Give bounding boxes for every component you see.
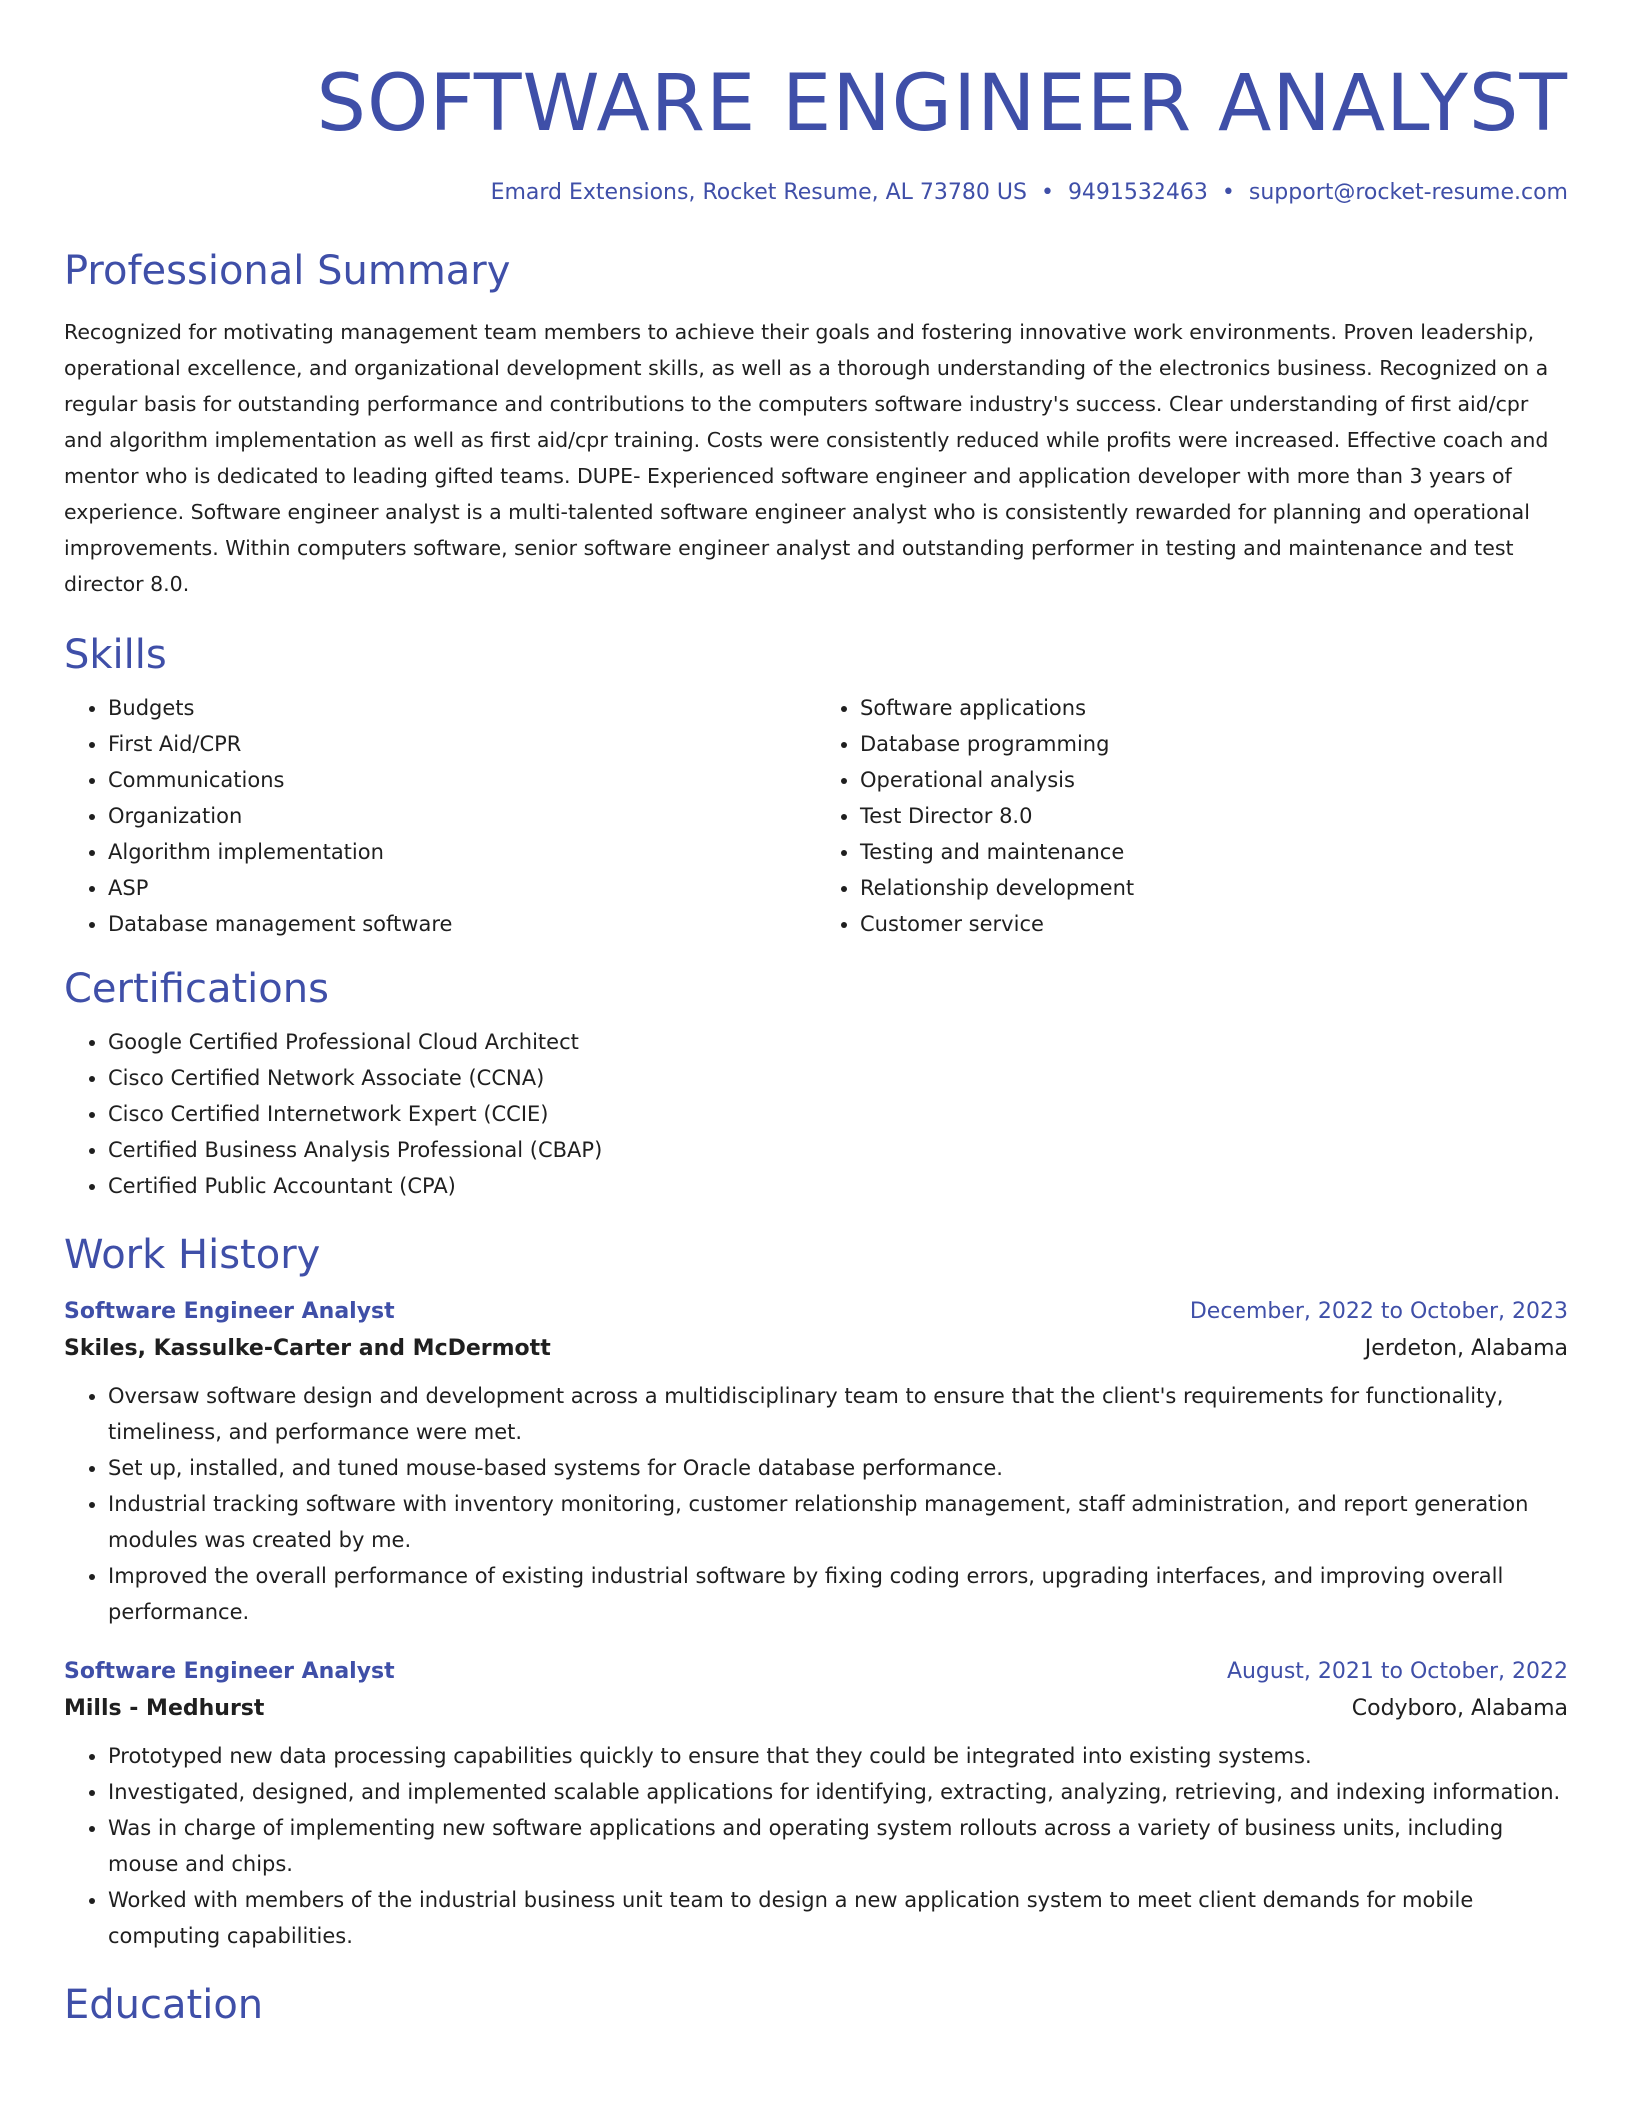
job-bullet: • Was in charge of implementing new software applications and operating system rollouts across a variety of business units, including mouse and chips. xyxy=(108,1810,1568,1882)
certification-item: • Google Certified Professional Cloud Architect xyxy=(108,1024,1568,1060)
job-bullet: • Oversaw software design and development across a multidisciplinary team to ensure that the client's requirements for functionality, timeliness, and performance were met. xyxy=(108,1378,1568,1450)
skill-item: • Customer service xyxy=(860,906,1568,942)
contact-separator: • xyxy=(1040,180,1054,205)
job-company: Mills - Medhurst xyxy=(64,1696,265,1721)
contact-line xyxy=(64,178,1568,208)
contact-email[interactable]: support@rocket-resume.com xyxy=(1248,180,1568,205)
job-title: Software Engineer Analyst xyxy=(64,1299,395,1324)
skill-item: • Operational analysis xyxy=(860,762,1568,798)
skill-item: • Testing and maintenance xyxy=(860,834,1568,870)
certification-item: • Cisco Certified Network Associate (CCNA) xyxy=(108,1060,1568,1096)
skill-item: • Software applications xyxy=(860,690,1568,726)
contact-phone: 9491532463 xyxy=(1067,180,1208,205)
job-company-row xyxy=(64,1690,1568,1728)
job-bullet: • Industrial tracking software with inventory monitoring, customer relationship management, staff administration, and report generation modules was created by me. xyxy=(108,1486,1568,1558)
job-bullet: • Worked with members of the industrial business unit team to design a new application system to meet client demands for mobile computing capabilities. xyxy=(108,1882,1568,1954)
job-dates: December, 2022 to October, 2023 xyxy=(1189,1299,1568,1324)
job-bullet: • Set up, installed, and tuned mouse-based systems for Oracle database performance. xyxy=(108,1450,1568,1486)
job-header-row xyxy=(64,1294,1568,1330)
skills-list-right xyxy=(816,690,1568,942)
skill-item: • First Aid/CPR xyxy=(108,726,816,762)
skill-item: • Database programming xyxy=(860,726,1568,762)
job-header-row xyxy=(64,1654,1568,1690)
job-entry xyxy=(64,1654,1568,1954)
skill-item: • Test Director 8.0 xyxy=(860,798,1568,834)
work-history-heading: Work History xyxy=(64,1232,321,1278)
contact-separator: • xyxy=(1221,180,1235,205)
skill-item: • Algorithm implementation xyxy=(108,834,816,870)
job-bullets xyxy=(64,1738,1568,1954)
education-heading: Education xyxy=(64,1982,264,2028)
certification-item: • Certified Business Analysis Professional (CBAP) xyxy=(108,1132,1568,1168)
skills-heading: Skills xyxy=(64,632,167,678)
certifications-heading: Certifications xyxy=(64,966,329,1012)
skill-item: • Relationship development xyxy=(860,870,1568,906)
job-dates: August, 2021 to October, 2022 xyxy=(1226,1659,1568,1684)
job-entry xyxy=(64,1294,1568,1630)
skill-item: • Communications xyxy=(108,762,816,798)
job-company-row xyxy=(64,1330,1568,1368)
resume-page xyxy=(64,0,1568,2030)
job-company: Skiles, Kassulke-Carter and McDermott xyxy=(64,1336,551,1361)
job-location: Jerdeton, Alabama xyxy=(1364,1336,1568,1361)
skills-columns xyxy=(64,690,1568,942)
job-title: Software Engineer Analyst xyxy=(64,1659,395,1684)
job-location: Codyboro, Alabama xyxy=(1351,1696,1568,1721)
summary-heading: Professional Summary xyxy=(64,248,511,294)
contact-address: Emard Extensions, Rocket Resume, AL 73780 US xyxy=(490,180,1027,205)
certifications-list xyxy=(64,1024,1568,1204)
resume-title: SOFTWARE ENGINEER ANALYST xyxy=(316,59,1568,149)
certification-item: • Cisco Certified Internetwork Expert (CCIE) xyxy=(108,1096,1568,1132)
summary-text: Recognized for motivating management team members to achieve their goals and fostering innovative work environments. Proven leadership, operational excellence, and organizational development skills, as well as a thorough understanding of the electronics business. Recognized on a regular basis for outstanding performance and contributions to the computers software industry's success. Clear understanding of first aid/cpr and algorithm implementation as well as first aid/cpr training. Costs were consistently reduced while profits were increased. Effective coach and mentor who is dedicated to leading gifted teams. DUPE- Experienced software engineer and application developer with more than 3 years of experience. Software engineer analyst is a multi-talented software engineer analyst who is consistently rewarded for planning and operational improvements. Within computers software, senior software engineer analyst and outstanding performer in testing and maintenance and test director 8.0. xyxy=(64,320,1549,596)
job-bullet: • Investigated, designed, and implemented scalable applications for identifying, extracting, analyzing, retrieving, and indexing information. xyxy=(108,1774,1568,1810)
skill-item: • Budgets xyxy=(108,690,816,726)
skill-item: • Organization xyxy=(108,798,816,834)
job-bullet: • Improved the overall performance of existing industrial software by fixing coding errors, upgrading interfaces, and improving overall performance. xyxy=(108,1558,1568,1630)
job-bullet: • Prototyped new data processing capabilities quickly to ensure that they could be integrated into existing systems. xyxy=(108,1738,1568,1774)
skill-item: • Database management software xyxy=(108,906,816,942)
skill-item: • ASP xyxy=(108,870,816,906)
skills-list-left xyxy=(64,690,816,942)
certification-item: • Certified Public Accountant (CPA) xyxy=(108,1168,1568,1204)
job-bullets xyxy=(64,1378,1568,1630)
